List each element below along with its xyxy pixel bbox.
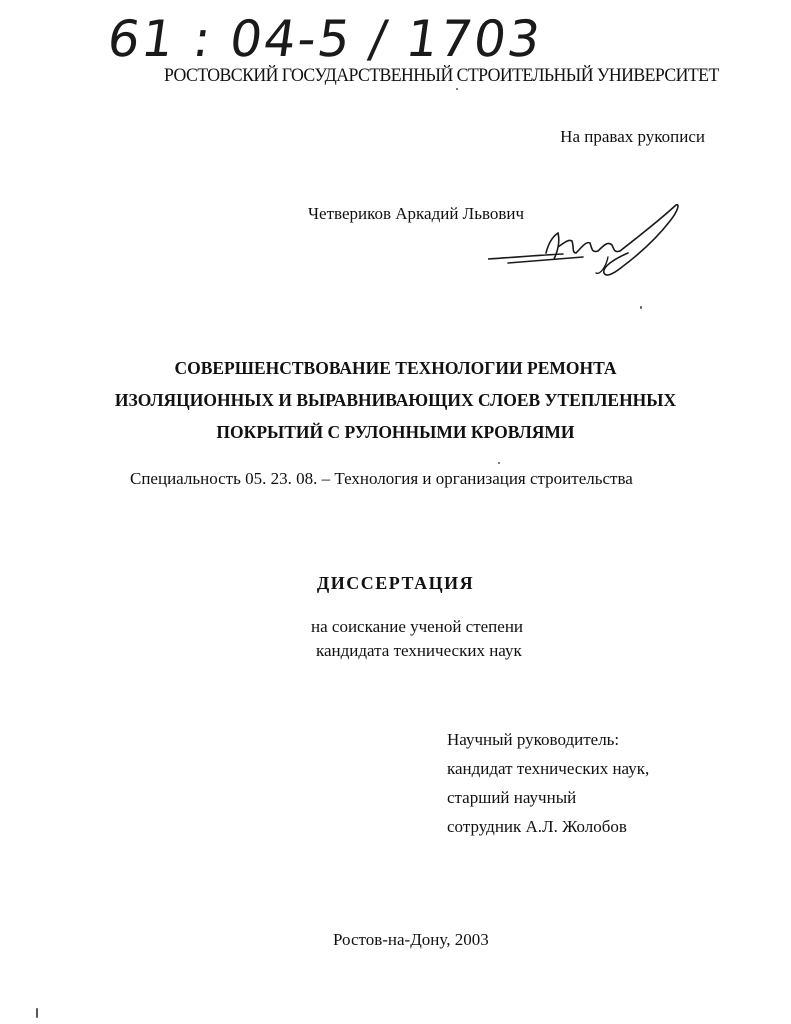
- title-line: СОВЕРШЕНСТВОВАНИЕ ТЕХНОЛОГИИ РЕМОНТА: [174, 358, 617, 378]
- advisor-line: кандидат технических наук,: [447, 759, 650, 778]
- scan-speck: [498, 462, 500, 464]
- handwritten-archive-code: 61 : 04-5 / 1703: [103, 10, 546, 68]
- title-line: ИЗОЛЯЦИОННЫХ И ВЫРАВНИВАЮЩИХ СЛОЕВ УТЕПЛЕННЫХ: [114, 390, 677, 410]
- specialty-line: Специальность 05. 23. 08. – Технология и организация строительства: [130, 469, 633, 488]
- degree-line: на соискание ученой степени: [311, 617, 524, 636]
- advisor-line: сотрудник А.Л. Жолобов: [447, 817, 627, 836]
- scientific-advisor-block: [447, 725, 649, 841]
- advisor-line: старший научный: [447, 788, 577, 807]
- university-name: РОСТОВСКИЙ ГОСУДАРСТВЕННЫЙ СТРОИТЕЛЬНЫЙ УНИВЕРСИТЕТ: [164, 66, 719, 86]
- manuscript-rights-label: На правах рукописи: [560, 127, 705, 146]
- advisor-line: Научный руководитель:: [447, 730, 620, 749]
- degree-line: кандидата технических наук: [316, 641, 522, 660]
- dissertation-title: [0, 352, 791, 448]
- author-signature: [488, 197, 688, 307]
- scan-speck: [36, 1008, 38, 1018]
- title-line: ПОКРЫТИЙ С РУЛОННЫМИ КРОВЛЯМИ: [216, 422, 575, 442]
- author-name: Четвериков Аркадий Львович: [308, 204, 525, 223]
- scan-speck: [640, 306, 642, 309]
- city-and-year: Ростов-на-Дону, 2003: [333, 930, 489, 949]
- scan-speck: [456, 88, 458, 90]
- document-type-heading: ДИССЕРТАЦИЯ: [316, 573, 475, 593]
